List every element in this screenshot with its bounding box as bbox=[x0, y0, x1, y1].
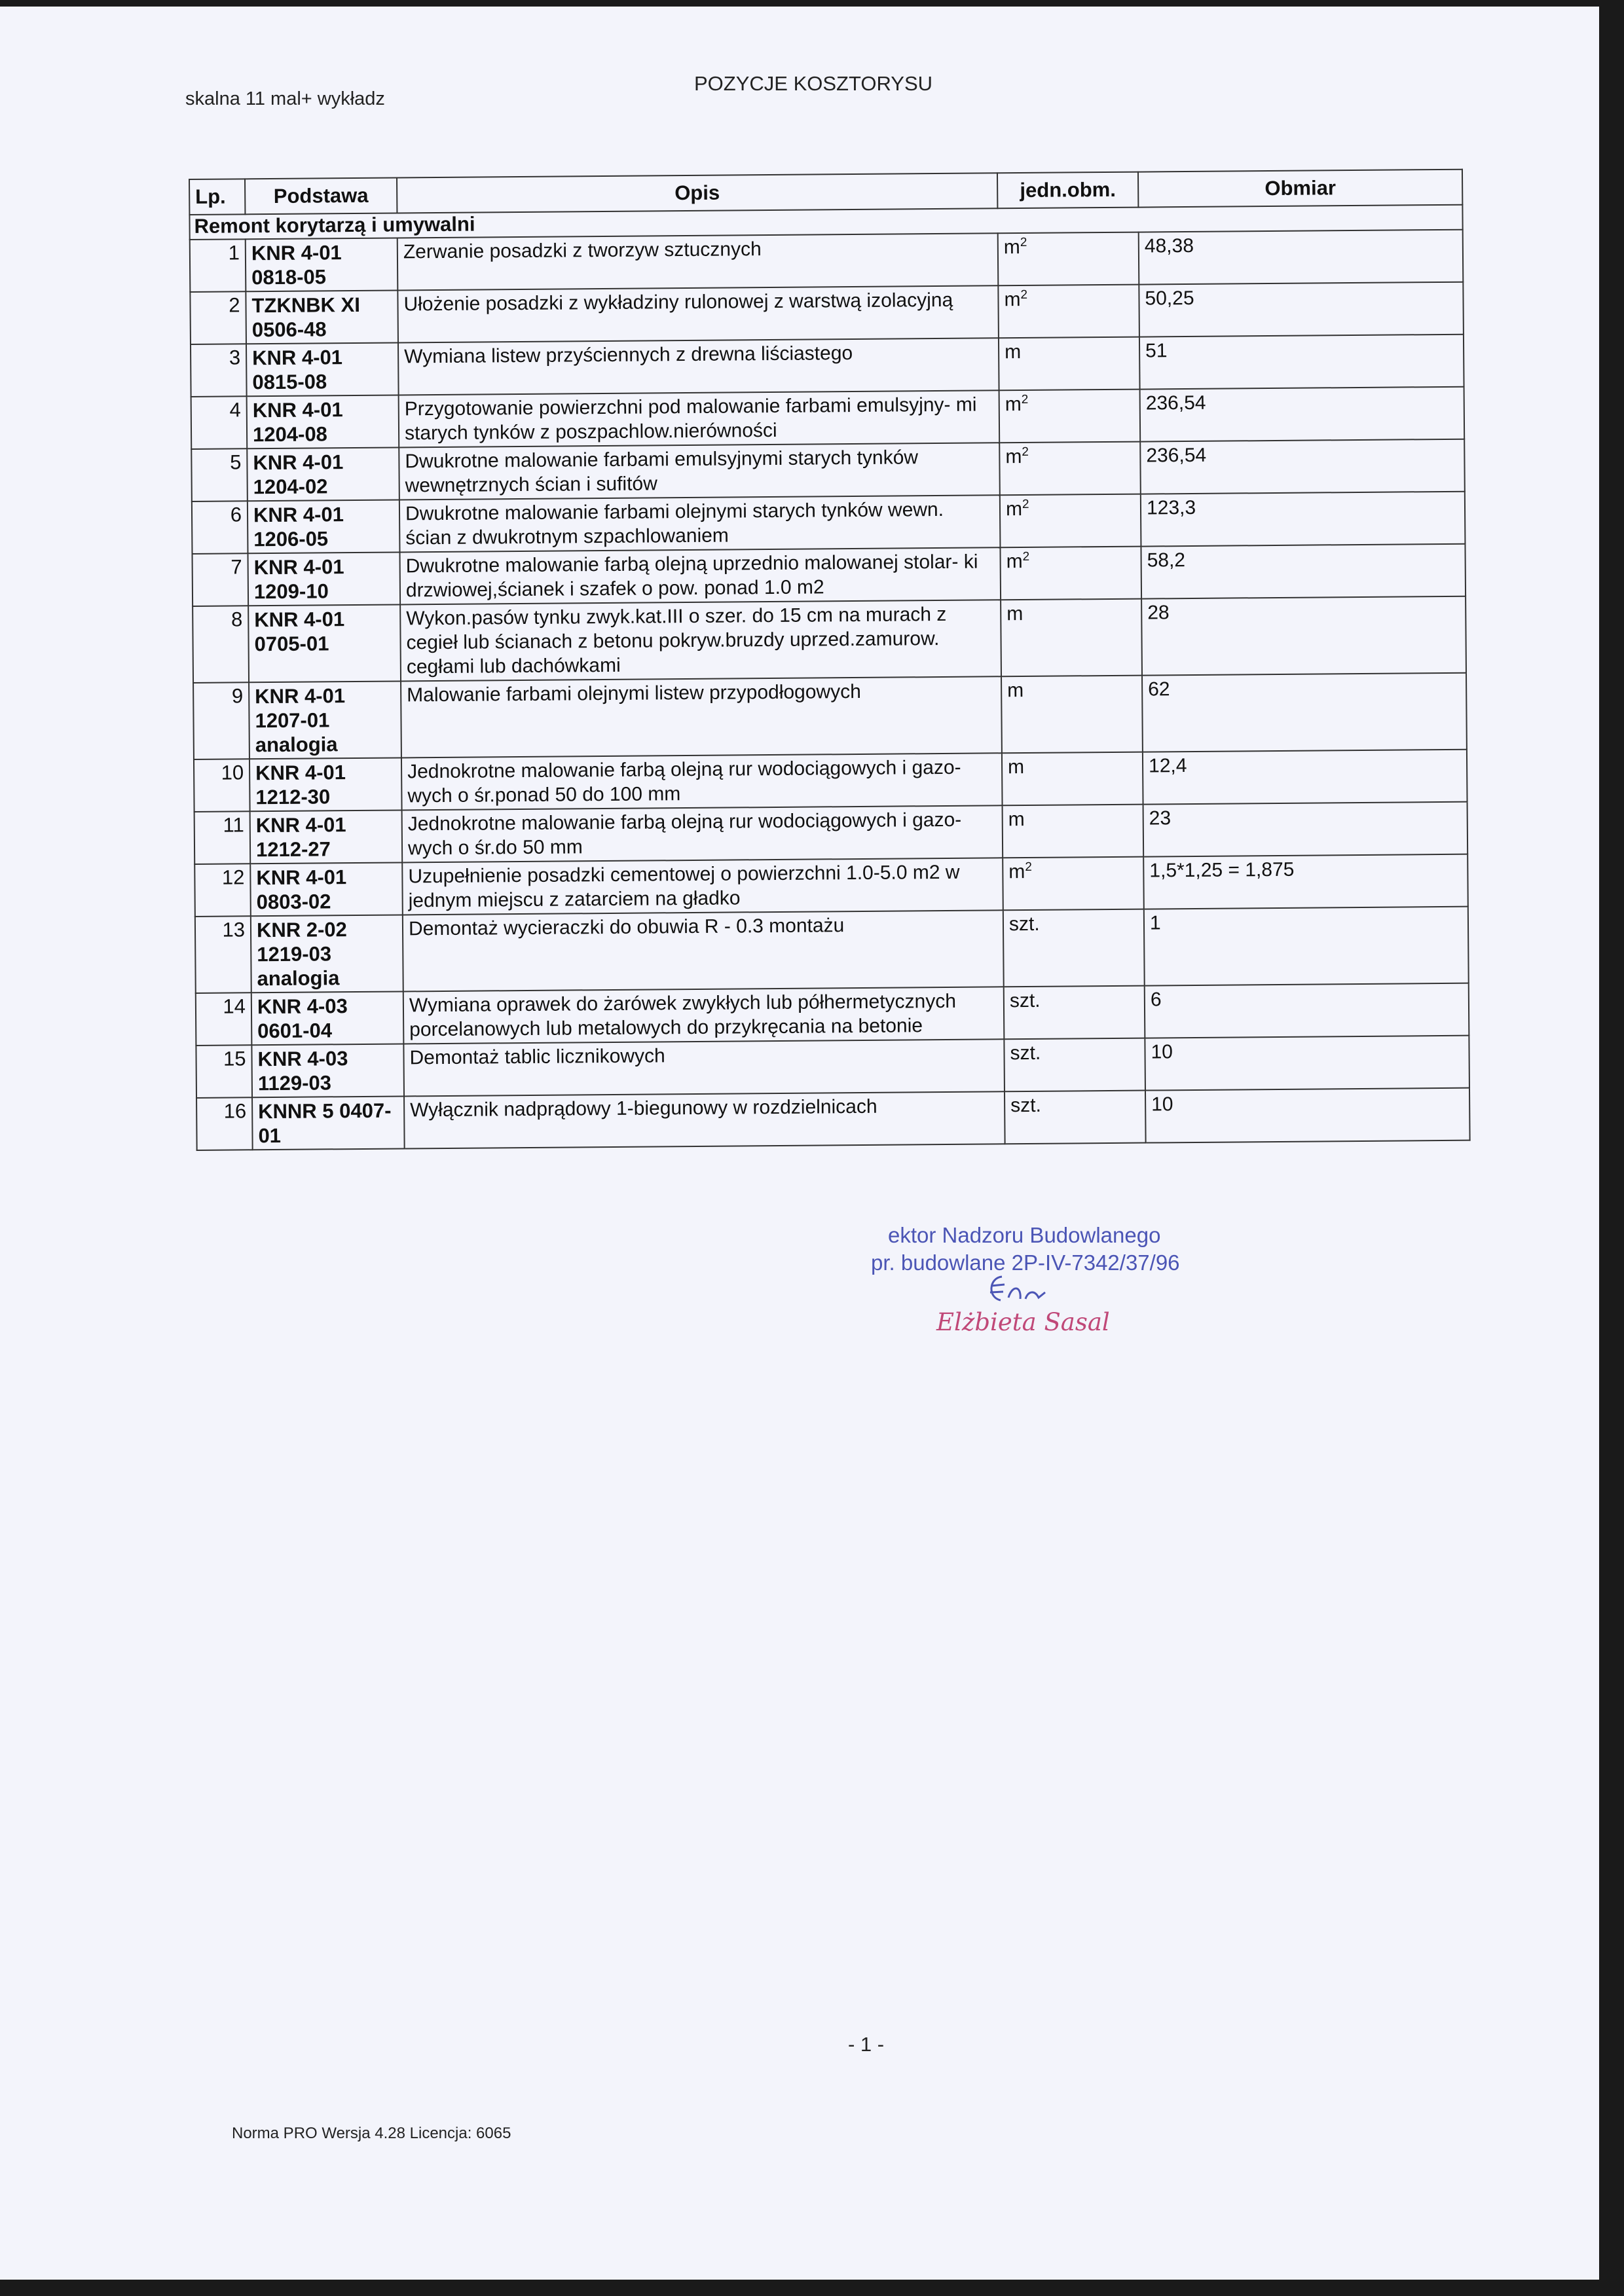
basis-line: KNR 4-01 bbox=[253, 555, 344, 579]
cell-lp: 4 bbox=[191, 396, 248, 449]
cell-lp: 8 bbox=[193, 606, 249, 683]
table-row bbox=[192, 492, 1466, 554]
unit-text: m bbox=[1003, 236, 1020, 259]
table-row bbox=[196, 1036, 1469, 1098]
cell-basis bbox=[250, 810, 403, 864]
basis-line: 1206-05 bbox=[253, 527, 329, 551]
cell-lp: 5 bbox=[191, 448, 248, 501]
cell-lp: 11 bbox=[194, 811, 251, 864]
cell-basis bbox=[251, 991, 404, 1045]
unit-exponent: 2 bbox=[1020, 235, 1027, 250]
cell-quantity: 62 bbox=[1142, 673, 1467, 752]
cell-quantity: 10 bbox=[1145, 1088, 1470, 1143]
cell-basis bbox=[247, 395, 399, 448]
cell-quantity: 123,3 bbox=[1141, 492, 1466, 547]
estimate-table-wrapper bbox=[189, 169, 1469, 1151]
cell-description: Wyłącznik nadprądowy 1-biegunowy w rozdzielnicach bbox=[404, 1091, 1005, 1148]
cell-description: Malowanie farbami olejnymi listew przypodłogowych bbox=[401, 676, 1002, 757]
cell-quantity: 48,38 bbox=[1139, 230, 1464, 285]
column-header-description: Opis bbox=[397, 173, 997, 213]
unit-exponent: 2 bbox=[1022, 445, 1029, 460]
cell-lp: 16 bbox=[196, 1097, 253, 1150]
table-row bbox=[190, 282, 1464, 344]
unit-text: szt. bbox=[1009, 989, 1041, 1012]
basis-line: KNR 4-01 bbox=[255, 684, 346, 708]
cell-basis bbox=[247, 447, 399, 501]
basis-line: 1129-03 bbox=[257, 1071, 332, 1095]
cell-lp: 6 bbox=[192, 501, 248, 554]
cell-description: Dwukrotne malowanie farbą olejną uprzednio malowanej stolar- ki drzwiowej,ścianek i szafek o pow. ponad 1.0 m2 bbox=[399, 547, 1001, 604]
cell-description: Zerwanie posadzki z tworzyw sztucznych bbox=[397, 233, 999, 290]
basis-line: 1209-10 bbox=[253, 579, 329, 604]
cell-lp: 9 bbox=[193, 682, 249, 759]
unit-text: szt. bbox=[1008, 913, 1040, 936]
cell-quantity: 58,2 bbox=[1141, 544, 1466, 599]
unit-text: m bbox=[1005, 498, 1023, 520]
cell-unit bbox=[1003, 857, 1144, 911]
section-title: Remont korytarzą i umywalni bbox=[189, 205, 1462, 240]
cell-description: Wymiana oprawek do żarówek zwykłych lub półhermetycznych porcelanowych lub metalowych do przykręcania na betonie bbox=[403, 987, 1005, 1044]
cell-description: Uzupełnienie posadzki cementowej o powierzchni 1.0-5.0 m2 w jednym miejscu z zatarciem na gładko bbox=[402, 858, 1003, 915]
basis-line: 0803-02 bbox=[256, 890, 331, 914]
cell-lp: 14 bbox=[196, 993, 252, 1046]
cell-quantity: 10 bbox=[1145, 1036, 1469, 1091]
basis-line: KNR 4-01 bbox=[252, 398, 343, 422]
unit-exponent: 2 bbox=[1022, 549, 1030, 564]
cell-unit bbox=[1005, 1091, 1146, 1144]
basis-line: KNR 4-01 bbox=[255, 813, 346, 837]
unit-text: m bbox=[1006, 603, 1024, 625]
column-header-unit: jedn.obm. bbox=[997, 172, 1138, 209]
cell-basis bbox=[250, 862, 403, 916]
unit-text: m bbox=[1006, 551, 1023, 573]
basis-line: KNR 4-01 bbox=[256, 866, 347, 890]
basis-line: analogia bbox=[255, 733, 338, 757]
cell-basis bbox=[251, 915, 403, 993]
page-number: - 1 - bbox=[848, 2033, 885, 2056]
cell-quantity: 28 bbox=[1141, 596, 1466, 676]
cell-description: Dwukrotne malowanie farbami emulsyjnymi starych tynków wewnętrznych ścian i sufitów bbox=[399, 443, 1000, 500]
basis-line: KNNR 5 0407- bbox=[258, 1099, 392, 1123]
basis-line: 1212-30 bbox=[255, 785, 331, 809]
cell-description: Wymiana listew przyściennych z drewna liściastego bbox=[398, 338, 999, 395]
cell-basis bbox=[252, 1096, 405, 1150]
cell-quantity: 50,25 bbox=[1139, 282, 1464, 337]
unit-text: szt. bbox=[1010, 1042, 1041, 1065]
cell-basis bbox=[246, 238, 398, 291]
cell-description: Przygotowanie powierzchni pod malowanie farbami emulsyjny- mi starych tynków z poszpachlow.nierówności bbox=[399, 390, 1000, 447]
cell-quantity: 23 bbox=[1143, 802, 1468, 857]
basis-line: 0506-48 bbox=[251, 318, 327, 342]
table-row bbox=[196, 1088, 1470, 1150]
cell-quantity: 1 bbox=[1144, 907, 1469, 986]
cell-description: Dwukrotne malowanie farbami olejnymi starych tynków wewn. ścian z dwukrotnym szpachlowaniem bbox=[399, 495, 1001, 552]
cell-basis bbox=[248, 552, 400, 606]
unit-exponent: 2 bbox=[1020, 287, 1028, 302]
basis-line: 01 bbox=[258, 1123, 282, 1148]
unit-exponent: 2 bbox=[1022, 497, 1029, 512]
basis-line: KNR 4-01 bbox=[251, 241, 342, 265]
cell-unit bbox=[999, 337, 1140, 391]
cell-basis bbox=[246, 342, 399, 396]
basis-line: KNR 4-01 bbox=[254, 608, 345, 632]
cell-basis bbox=[248, 500, 400, 553]
cell-unit bbox=[999, 390, 1141, 443]
basis-line: 0601-04 bbox=[257, 1019, 333, 1043]
column-header-basis: Podstawa bbox=[245, 178, 397, 215]
basis-line: 1204-08 bbox=[252, 422, 327, 446]
cell-quantity: 1,5*1,25 = 1,875 bbox=[1143, 854, 1468, 909]
basis-line: KNR 4-01 bbox=[255, 761, 346, 785]
cell-unit bbox=[1003, 909, 1145, 987]
cell-unit bbox=[1001, 599, 1142, 677]
basis-line: TZKNBK XI bbox=[251, 293, 360, 318]
page-title: POZYCJE KOSZTORYSU bbox=[694, 72, 933, 95]
basis-line: analogia bbox=[257, 966, 340, 991]
basis-line: 0818-05 bbox=[251, 265, 327, 289]
stamp-line-2: pr. budowlane 2P-IV-7342/37/96 bbox=[871, 1250, 1180, 1275]
cell-unit bbox=[999, 442, 1141, 496]
unit-text: m bbox=[1007, 756, 1025, 778]
basis-line: KNR 4-03 bbox=[257, 1047, 348, 1071]
cell-unit bbox=[1004, 1038, 1145, 1092]
basis-line: 1212-27 bbox=[255, 837, 331, 862]
unit-text: m bbox=[1007, 680, 1024, 702]
table-row bbox=[196, 983, 1469, 1046]
basis-line: 1207-01 bbox=[255, 708, 330, 733]
cell-unit bbox=[1002, 752, 1143, 806]
basis-line: KNR 4-01 bbox=[253, 450, 344, 475]
cell-basis bbox=[251, 1044, 404, 1097]
unit-text: m bbox=[1008, 809, 1025, 831]
cell-unit bbox=[1003, 805, 1144, 858]
basis-line: KNR 4-03 bbox=[257, 994, 348, 1019]
cell-lp: 7 bbox=[193, 553, 249, 606]
cell-description: Ułożenie posadzki z wykładziny rulonowej z warstwą izolacyjną bbox=[397, 285, 999, 342]
unit-text: m bbox=[1005, 393, 1022, 416]
cell-unit bbox=[1000, 494, 1141, 548]
cell-description: Demontaż tablic licznikowych bbox=[403, 1039, 1005, 1096]
table-row bbox=[191, 387, 1465, 449]
cell-lp: 15 bbox=[196, 1045, 252, 1098]
table-row bbox=[194, 802, 1468, 864]
cell-lp: 10 bbox=[194, 759, 250, 812]
cell-description: Jednokrotne malowanie farbą olejną rur wodociągowych i gazo- wych o śr.ponad 50 do 100 mm bbox=[401, 753, 1003, 810]
cell-lp: 13 bbox=[195, 916, 251, 993]
cell-quantity: 51 bbox=[1139, 335, 1464, 390]
cell-lp: 12 bbox=[194, 864, 251, 917]
cell-lp: 2 bbox=[190, 291, 246, 344]
signature bbox=[982, 1271, 1074, 1311]
cell-unit bbox=[1001, 676, 1143, 754]
cell-description: Demontaż wycieraczki do obuwia R - 0.3 montażu bbox=[403, 910, 1004, 991]
cell-lp: 3 bbox=[191, 344, 247, 397]
cell-quantity: 12,4 bbox=[1143, 750, 1467, 805]
table-row bbox=[193, 544, 1466, 606]
basis-line: KNR 4-01 bbox=[253, 503, 344, 527]
document-page bbox=[0, 7, 1599, 2280]
table-row bbox=[194, 854, 1468, 917]
cell-quantity: 236,54 bbox=[1140, 439, 1465, 494]
unit-text: szt. bbox=[1010, 1094, 1041, 1117]
stamp-name: Elżbieta Sasal bbox=[936, 1308, 1110, 1336]
table-row bbox=[193, 673, 1467, 759]
basis-line: 1219-03 bbox=[257, 942, 332, 966]
unit-text: m bbox=[1008, 861, 1025, 883]
document-name: skalna 11 mal+ wykładz bbox=[185, 88, 385, 109]
unit-text: m bbox=[1004, 341, 1022, 363]
unit-text: m bbox=[1004, 289, 1021, 311]
cell-unit bbox=[1000, 547, 1141, 600]
cell-unit bbox=[1004, 986, 1145, 1040]
cell-basis bbox=[249, 681, 401, 759]
cell-basis bbox=[246, 290, 398, 344]
cell-description: Jednokrotne malowanie farbą olejną rur wodociągowych i gazo- wych o śr.do 50 mm bbox=[402, 805, 1003, 862]
basis-line: 0815-08 bbox=[252, 370, 327, 394]
table-row bbox=[194, 750, 1467, 812]
table-row bbox=[195, 907, 1469, 993]
stamp-line-1: ektor Nadzoru Budowlanego bbox=[888, 1223, 1161, 1247]
column-header-quantity: Obmiar bbox=[1138, 170, 1462, 208]
table-row bbox=[191, 439, 1465, 501]
column-header-lp: Lp. bbox=[189, 179, 245, 215]
table-row bbox=[190, 230, 1464, 292]
basis-line: KNR 4-01 bbox=[252, 346, 343, 370]
cell-basis bbox=[248, 604, 401, 682]
unit-text: m bbox=[1005, 446, 1022, 468]
basis-line: 0705-01 bbox=[254, 632, 329, 656]
cell-unit bbox=[998, 285, 1139, 338]
cell-basis bbox=[249, 757, 402, 811]
cell-unit bbox=[998, 232, 1139, 286]
unit-exponent: 2 bbox=[1025, 860, 1032, 875]
cell-lp: 1 bbox=[190, 239, 246, 292]
cell-quantity: 6 bbox=[1145, 983, 1469, 1038]
basis-line: KNR 2-02 bbox=[256, 918, 347, 942]
basis-line: 1204-02 bbox=[253, 475, 328, 499]
estimate-table bbox=[189, 169, 1471, 1151]
unit-exponent: 2 bbox=[1021, 392, 1029, 407]
cell-quantity: 236,54 bbox=[1140, 387, 1465, 442]
table-row bbox=[191, 335, 1464, 397]
footer-text: Norma PRO Wersja 4.28 Licencja: 6065 bbox=[232, 2124, 511, 2142]
table-row bbox=[193, 596, 1466, 683]
cell-description: Wykon.pasów tynku zwyk.kat.III o szer. do 15 cm na murach z cegieł lub ścianach z betonu pokryw.bruzdy uprzed.zamurow. cegłami lub dachówkami bbox=[400, 600, 1001, 681]
